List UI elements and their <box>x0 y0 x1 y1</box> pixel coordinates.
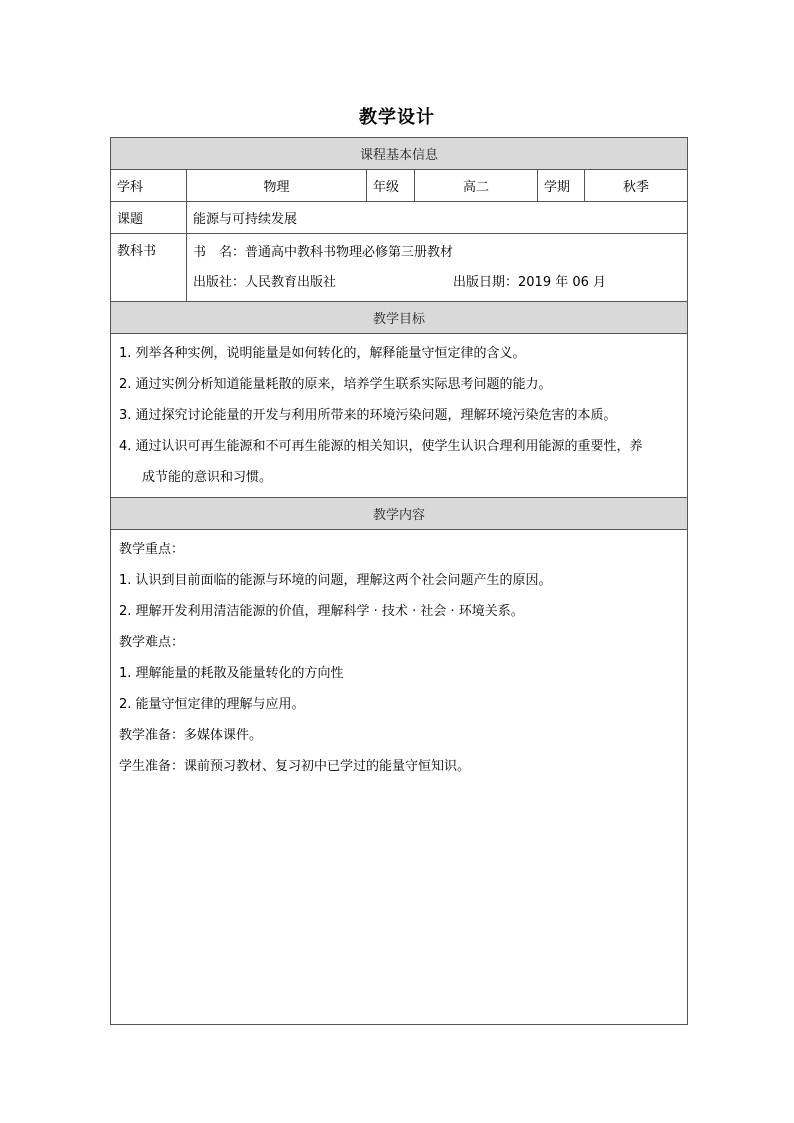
textbook-row <box>111 234 688 302</box>
book-name: 书 名：普通高中教科书物理必修第三册教材 <box>193 244 454 260</box>
grade-value: 高二 <box>415 170 538 202</box>
textbook-label: 教科书 <box>111 234 187 302</box>
objective-item: 3. 通过探究讨论能量的开发与利用所带来的环境污染问题，理解环境污染危害的本质。 <box>119 408 617 423</box>
difficult-item: 1. 理解能量的耗散及能量转化的方向性 <box>119 666 344 681</box>
key-points-label: 教学重点： <box>119 542 185 557</box>
topic-value: 能源与可持续发展 <box>187 202 688 234</box>
subject-value: 物理 <box>187 170 367 202</box>
objectives-header: 教学目标 <box>111 302 688 334</box>
grade-label: 年级 <box>367 170 415 202</box>
term-value: 秋季 <box>585 170 688 202</box>
book-pub-date: 出版日期：2019 年 06 月 <box>453 274 607 290</box>
difficult-label: 教学难点： <box>119 635 185 650</box>
content-header-row <box>111 498 688 530</box>
content-header: 教学内容 <box>111 498 688 530</box>
topic-row <box>111 202 688 234</box>
difficult-item: 2. 能量守恒定律的理解与应用。 <box>119 697 305 712</box>
objective-item: 4. 通过认识可再生能源和不可再生能源的相关知识，使学生认识合理利用能源的重要性，养 <box>119 439 643 454</box>
subject-label: 学科 <box>111 170 187 202</box>
textbook-info <box>187 234 688 302</box>
book-publisher-line <box>193 268 681 298</box>
objectives-row <box>111 334 688 498</box>
term-label: 学期 <box>538 170 585 202</box>
content-row <box>111 530 688 1025</box>
objective-item: 1. 列举各种实例，说明能量是如何转化的，解释能量守恒定律的含义。 <box>119 346 526 361</box>
basic-info-header-row <box>111 138 688 170</box>
key-point-item: 2. 理解开发利用清洁能源的价值，理解科学 · 技术 · 社会 · 环境关系。 <box>119 604 524 619</box>
document-title: 教学设计 <box>359 107 435 128</box>
book-publisher: 出版社：人民教育出版社 <box>193 274 337 290</box>
objectives-list <box>111 334 688 498</box>
lesson-plan-table <box>110 137 688 1025</box>
objective-item: 2. 通过实例分析知道能量耗散的原来，培养学生联系实际思考问题的能力。 <box>119 377 552 392</box>
content-body <box>111 530 688 1025</box>
key-point-item: 1. 认识到目前面临的能源与环境的问题，理解这两个社会问题产生的原因。 <box>119 573 552 588</box>
objectives-header-row <box>111 302 688 334</box>
subject-row <box>111 170 688 202</box>
student-prep: 学生准备：课前预习教材、复习初中已学过的能量守恒知识。 <box>119 759 471 774</box>
topic-label: 课题 <box>111 202 187 234</box>
basic-info-header: 课程基本信息 <box>111 138 688 170</box>
teaching-prep: 教学准备：多媒体课件。 <box>119 728 263 743</box>
objective-item-continuation: 成节能的意识和习惯。 <box>142 470 273 485</box>
